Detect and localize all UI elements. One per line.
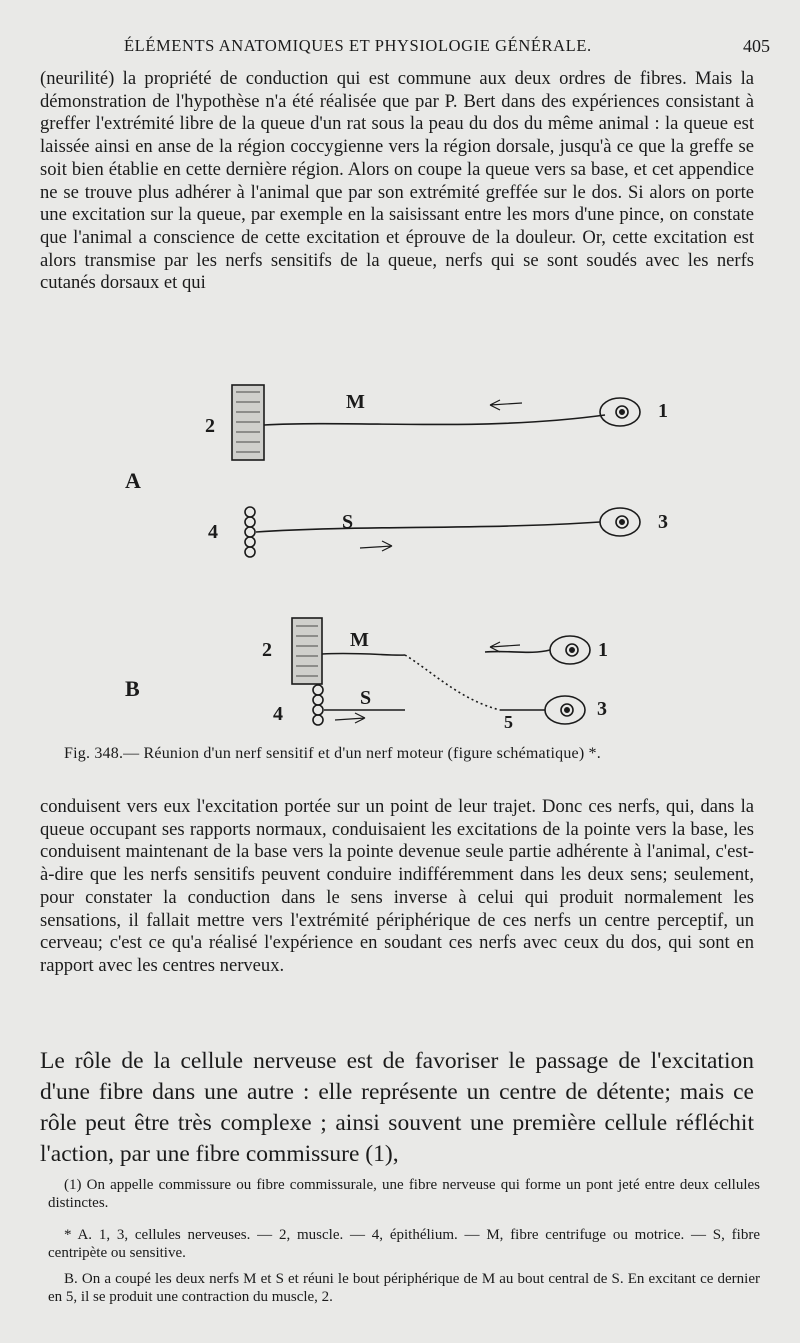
label-b: B [125,676,140,701]
label-4-b: 4 [273,703,283,725]
paragraph-2 [40,796,754,978]
label-1-a: 1 [658,400,668,422]
figure-348 [60,370,760,750]
label-5-b: 5 [504,712,513,732]
label-2-a: 2 [205,415,215,437]
cut-junction-b [405,655,500,710]
label-1-b: 1 [598,639,608,661]
arrow-centrifugal-a [490,400,522,410]
paragraph-3 [40,1046,754,1170]
motor-fiber-b [322,653,405,655]
label-m-b: M [350,629,369,651]
label-3-a: 3 [658,511,668,533]
paragraph-3-text: Le rôle de la cellule nerveuse est de favoriser le passage de l'excitation d'une fibre dans une autre : elle représente un centre de détente; mais ce rôle peut être très complexe ; ainsi souvent une première cellule réfléchit l'action, par une fibre commissure (1), [40,1048,754,1167]
label-s-a: S [342,511,354,533]
label-4-a: 4 [208,521,218,543]
page-number: 405 [743,36,770,56]
label-s-b: S [360,687,372,709]
motor-stub-b [485,650,550,652]
arrow-centripetal-a [360,541,392,551]
label-2-b: 2 [262,639,272,661]
page-header [40,36,770,60]
label-m-a: M [346,391,365,413]
footnote-experiment: B. On a coupé les deux nerfs M et S et réuni le bout périphérique de M au bout central de S. En excitant ce dernier en 5, il se produit une contraction du muscle, 2. [48,1271,760,1305]
label-3-b: 3 [597,698,607,720]
arrow-centrifugal-b [490,642,520,652]
label-a: A [125,468,141,493]
footnote-legend: * A. 1, 3, cellules nerveuses. — 2, muscle. — 4, épithélium. — M, fibre centrifuge ou motrice. — S, fibre centripète ou sensitive. [48,1227,760,1261]
motor-fiber-a [264,415,605,425]
sensory-fiber-a [256,522,600,532]
nerve-diagram [60,370,760,750]
muscle-block-b [292,618,322,684]
arrow-centripetal-b [335,713,365,723]
paragraph-1-text: (neurilité) la propriété de conduction qui est commune aux deux ordres de fibres. Mais la démonstration de l'hypothèse n'a été réalisée que par P. Bert dans des expériences consistant à greffer l'extrémité libre de la queue d'un rat sous la peau du dos du même animal : la queue est laissée ainsi en anse de la région coccygienne vers la région dorsale, jusqu'à ce que la greffe se soit bien établie en cette dernière région. Alors on coupe la queue vers sa base, et cet appendice ne se trouve plus adhérer à l'animal que par son extrémité greffée sur le dos. Si alors on porte une excitation sur la queue, par exemple en la saisissant entre les mors d'une pince, on constate que l'animal a conscience de cette excitation et éprouve de la douleur. Or, cette excitation est alors transmise par les nerfs sensitifs de la queue, nerfs qui se sont soudés avec les nerfs cutanés dorsaux et qui [40,68,754,294]
footnote-1: (1) On appelle commissure ou fibre commissurale, une fibre nerveuse qui forme un pont jeté entre deux cellules distinctes. [48,1177,760,1211]
paragraph-2-text: conduisent vers eux l'excitation portée sur un point de leur trajet. Donc ces nerfs, qui, dans la queue occupant ses rapports normaux, conduisaient les excitations de la pointe vers la base, les conduisent maintenant de la base vers la pointe devenue seule partie adhérente à l'animal, c'est-à-dire que les nerfs sensitifs peuvent conduire indifféremment dans les deux sens; seulement, pour constater la conduction dans le sens inverse à celui qui produit normalement les sensations, il fallait mettre vers l'extrémité périphérique de ces nerfs un centre perceptif, un cerveau; c'est ce qu'a réalisé l'expérience en soudant ces nerfs avec ceux du dos, qui sont en rapport avec les centres nerveux. [40,796,754,976]
paragraph-1 [40,68,754,295]
muscle-block-a [232,385,264,460]
running-title: ÉLÉMENTS ANATOMIQUES ET PHYSIOLOGIE GÉNÉRALE. [124,36,592,55]
figure-caption: Fig. 348.— Réunion d'un nerf sensitif et d'un nerf moteur (figure schématique) *. [64,745,601,762]
